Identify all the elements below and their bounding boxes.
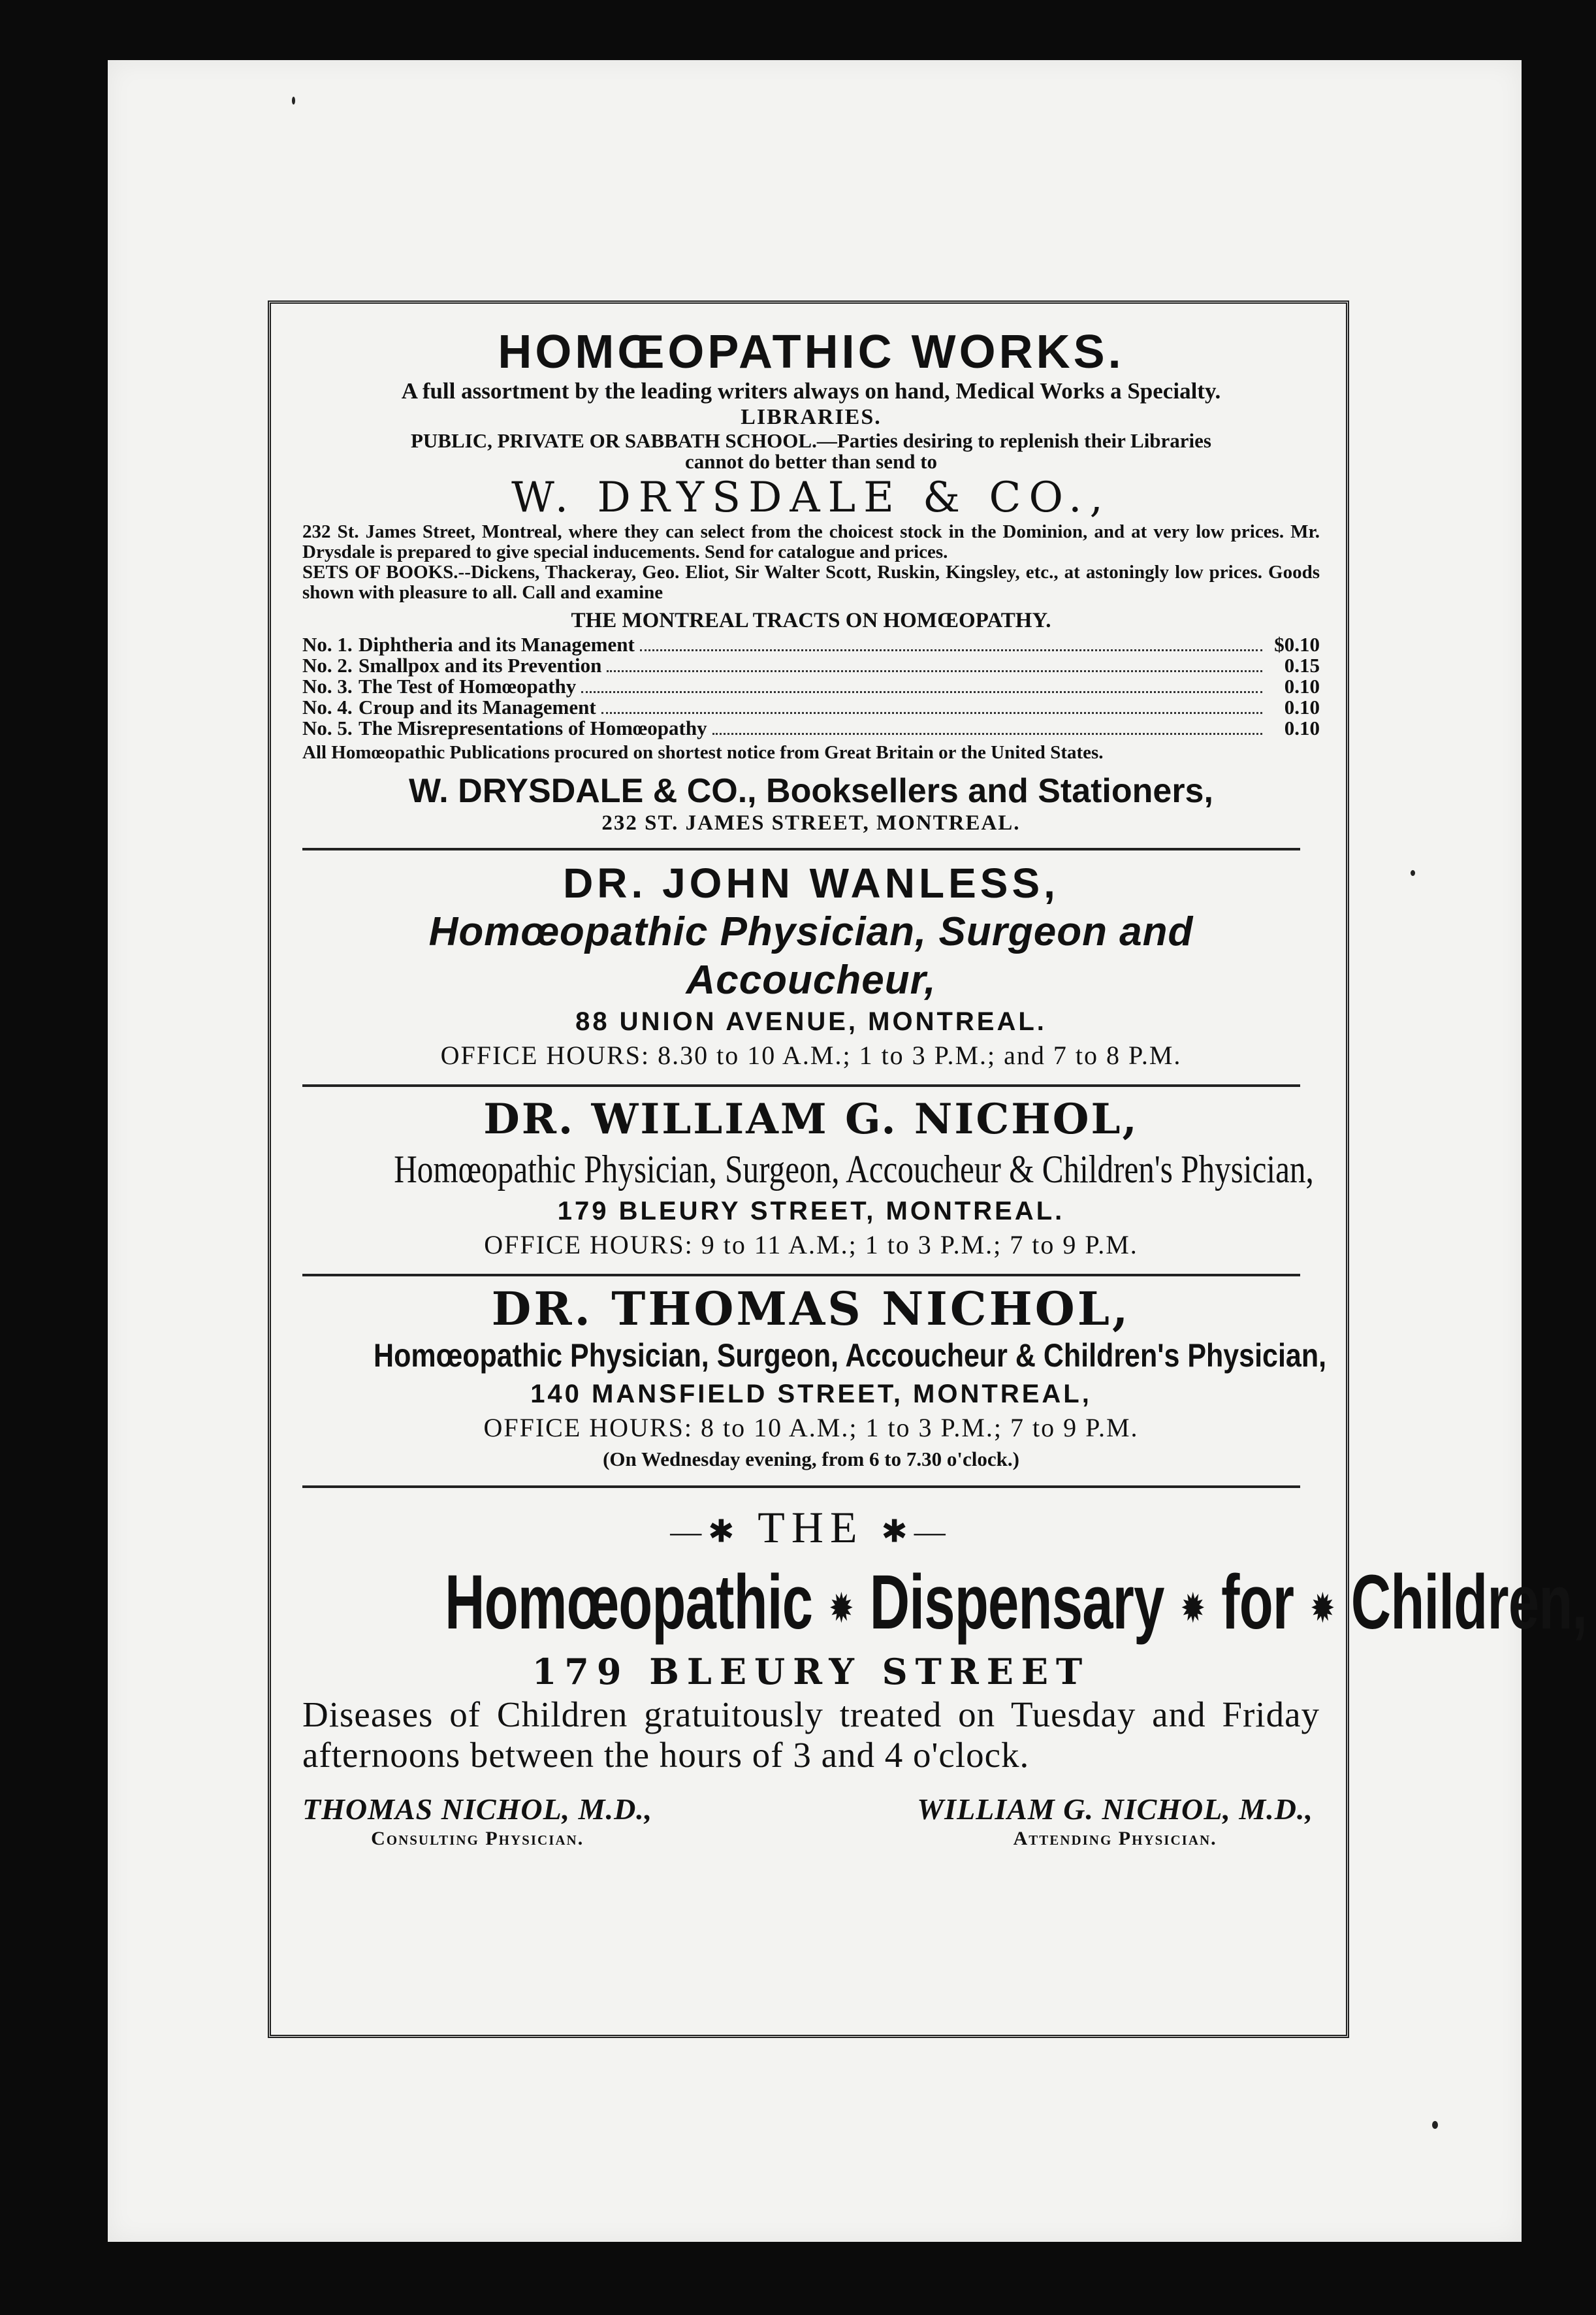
dispensary-text: Diseases of Children gratuitously treated on Tuesday and Friday afternoons between the hours of 3 and 4 o'clock.	[302, 1694, 1320, 1775]
tracts-list	[302, 634, 1320, 739]
doctor-name: DR. WILLIAM G. NICHOL,	[483, 1095, 1139, 1144]
tract-number: No. 3.	[302, 675, 353, 698]
signatory-name: THOMAS NICHOL, M.D.,	[302, 1792, 653, 1826]
dot-leader	[640, 649, 1262, 651]
store-line: W. DRYSDALE & CO., Booksellers and Stationers,	[409, 772, 1213, 810]
publications-note: All Homœopathic Publications procured on shortest notice from Great Britain or the United States.	[302, 742, 1104, 763]
ink-speck	[1432, 2121, 1438, 2129]
doctor-title: Homœopathic Physician, Surgeon and Accoucheur,	[428, 909, 1194, 1003]
title-word: for	[1221, 1559, 1294, 1646]
libraries-text-2: cannot do better than send to	[684, 450, 938, 473]
ink-speck	[1411, 870, 1415, 876]
tract-number: No. 5.	[302, 717, 353, 739]
divider	[302, 1084, 1300, 1087]
divider	[302, 1274, 1300, 1276]
star-icon: ✹	[1181, 1587, 1204, 1629]
signatures	[302, 1792, 1320, 1851]
office-hours: OFFICE HOURS: 8 to 10 A.M.; 1 to 3 P.M.; 7 to 9 P.M.	[483, 1413, 1139, 1442]
signatory-role: Attending Physician.	[1013, 1828, 1217, 1850]
ornament-icon: —✱	[670, 1514, 741, 1549]
star-icon: ✹	[1311, 1587, 1333, 1629]
advertisement-frame	[268, 300, 1588, 2038]
tract-price: $0.10	[1274, 633, 1320, 656]
ink-speck	[292, 97, 295, 105]
tract-title: Diphtheria and its Management	[359, 633, 635, 656]
firm-banner: W. DRYSDALE & CO.,	[511, 474, 1111, 522]
libraries-text: PUBLIC, PRIVATE OR SABBATH SCHOOL.—Parties desiring to replenish their Libraries	[410, 429, 1211, 452]
tract-price: 0.10	[1284, 696, 1320, 719]
divider	[302, 848, 1300, 850]
doctor-name: DR. THOMAS NICHOL,	[491, 1282, 1131, 1336]
tract-title: Croup and its Management	[359, 696, 596, 719]
libraries-heading: LIBRARIES.	[741, 405, 882, 429]
tracts-heading: THE MONTREAL TRACTS ON HOMŒOPATHY.	[571, 609, 1051, 632]
tract-number: No. 1.	[302, 633, 353, 656]
address-paragraph: 232 St. James Street, Montreal, where they can select from the choicest stock in the Dominion, and at very low prices. Mr. Drysdale is prepared to give special inducements. Send for catalogue and prices.	[302, 521, 1320, 562]
tract-price: 0.15	[1284, 654, 1320, 677]
store-address: 232 ST. JAMES STREET, MONTREAL.	[601, 811, 1021, 835]
doctor-address: 88 UNION AVENUE, MONTREAL.	[575, 1007, 1047, 1036]
wanless-card	[302, 858, 1320, 1073]
dot-leader	[601, 712, 1262, 714]
list-item	[302, 697, 1320, 718]
doctor-title: Homœopathic Physician, Surgeon, Accoucheur & Children's Physician,	[394, 1148, 1314, 1191]
signatory-name: WILLIAM G. NICHOL, M.D.,	[917, 1792, 1313, 1826]
signature-attending	[917, 1792, 1313, 1851]
tract-number: No. 2.	[302, 654, 353, 677]
divider	[302, 1485, 1300, 1488]
dispensary-the	[302, 1500, 1320, 1559]
dispensary-address: 179 BLEURY STREET	[532, 1651, 1091, 1693]
dispensary-notice	[302, 1496, 1588, 1851]
office-hours: OFFICE HOURS: 8.30 to 10 A.M.; 1 to 3 P.M.; and 7 to 8 P.M.	[440, 1041, 1182, 1070]
thomas-nichol-card	[302, 1282, 1327, 1474]
dot-leader	[607, 670, 1262, 672]
office-hours: OFFICE HOURS: 9 to 11 A.M.; 1 to 3 P.M.; 7 to 9 P.M.	[484, 1230, 1138, 1259]
tract-number: No. 4.	[302, 696, 353, 719]
tract-title: The Test of Homœopathy	[359, 675, 577, 698]
list-item	[302, 655, 1320, 676]
ad-lead: A full assortment by the leading writers always on hand, Medical Works a Specialty.	[401, 378, 1221, 404]
tract-title: The Misrepresentations of Homœopathy	[359, 717, 707, 739]
dot-leader	[581, 691, 1262, 693]
star-icon: ✹	[830, 1587, 852, 1629]
ornament-icon: ✱—	[881, 1514, 952, 1549]
william-nichol-card	[302, 1095, 1320, 1262]
title-word: Children,	[1350, 1559, 1588, 1646]
ad-title: HOMŒOPATHIC WORKS.	[498, 326, 1125, 378]
doctor-address: 140 MANSFIELD STREET, MONTREAL,	[530, 1380, 1092, 1408]
dot-leader	[712, 733, 1262, 735]
dispensary-title	[445, 1559, 1588, 1651]
signature-consulting	[302, 1792, 652, 1851]
tract-title: Smallpox and its Prevention	[359, 654, 602, 677]
title-word: Dispensary	[869, 1559, 1164, 1646]
doctor-title: Homœopathic Physician, Surgeon, Accoucheur & Children's Physician,	[374, 1337, 1327, 1374]
tract-price: 0.10	[1284, 675, 1320, 698]
the-word: THE	[758, 1502, 864, 1552]
list-item	[302, 718, 1320, 739]
list-item	[302, 676, 1320, 697]
list-item	[302, 634, 1320, 655]
doctor-address: 179 BLEURY STREET, MONTREAL.	[557, 1197, 1065, 1225]
drysdale-advertisement	[302, 326, 1320, 836]
title-word: Homœopathic	[445, 1559, 813, 1646]
doctor-name: DR. JOHN WANLESS,	[563, 860, 1059, 907]
evening-note: (On Wednesday evening, from 6 to 7.30 o'clock.)	[603, 1448, 1019, 1470]
tract-price: 0.10	[1284, 717, 1320, 739]
signatory-role: Consulting Physician.	[371, 1828, 584, 1850]
sets-paragraph: SETS OF BOOKS.--Dickens, Thackeray, Geo. Eliot, Sir Walter Scott, Ruskin, Kingsley, etc., at astoningly low prices. Goods shown with pleasure to all. Call and examine	[302, 562, 1320, 603]
